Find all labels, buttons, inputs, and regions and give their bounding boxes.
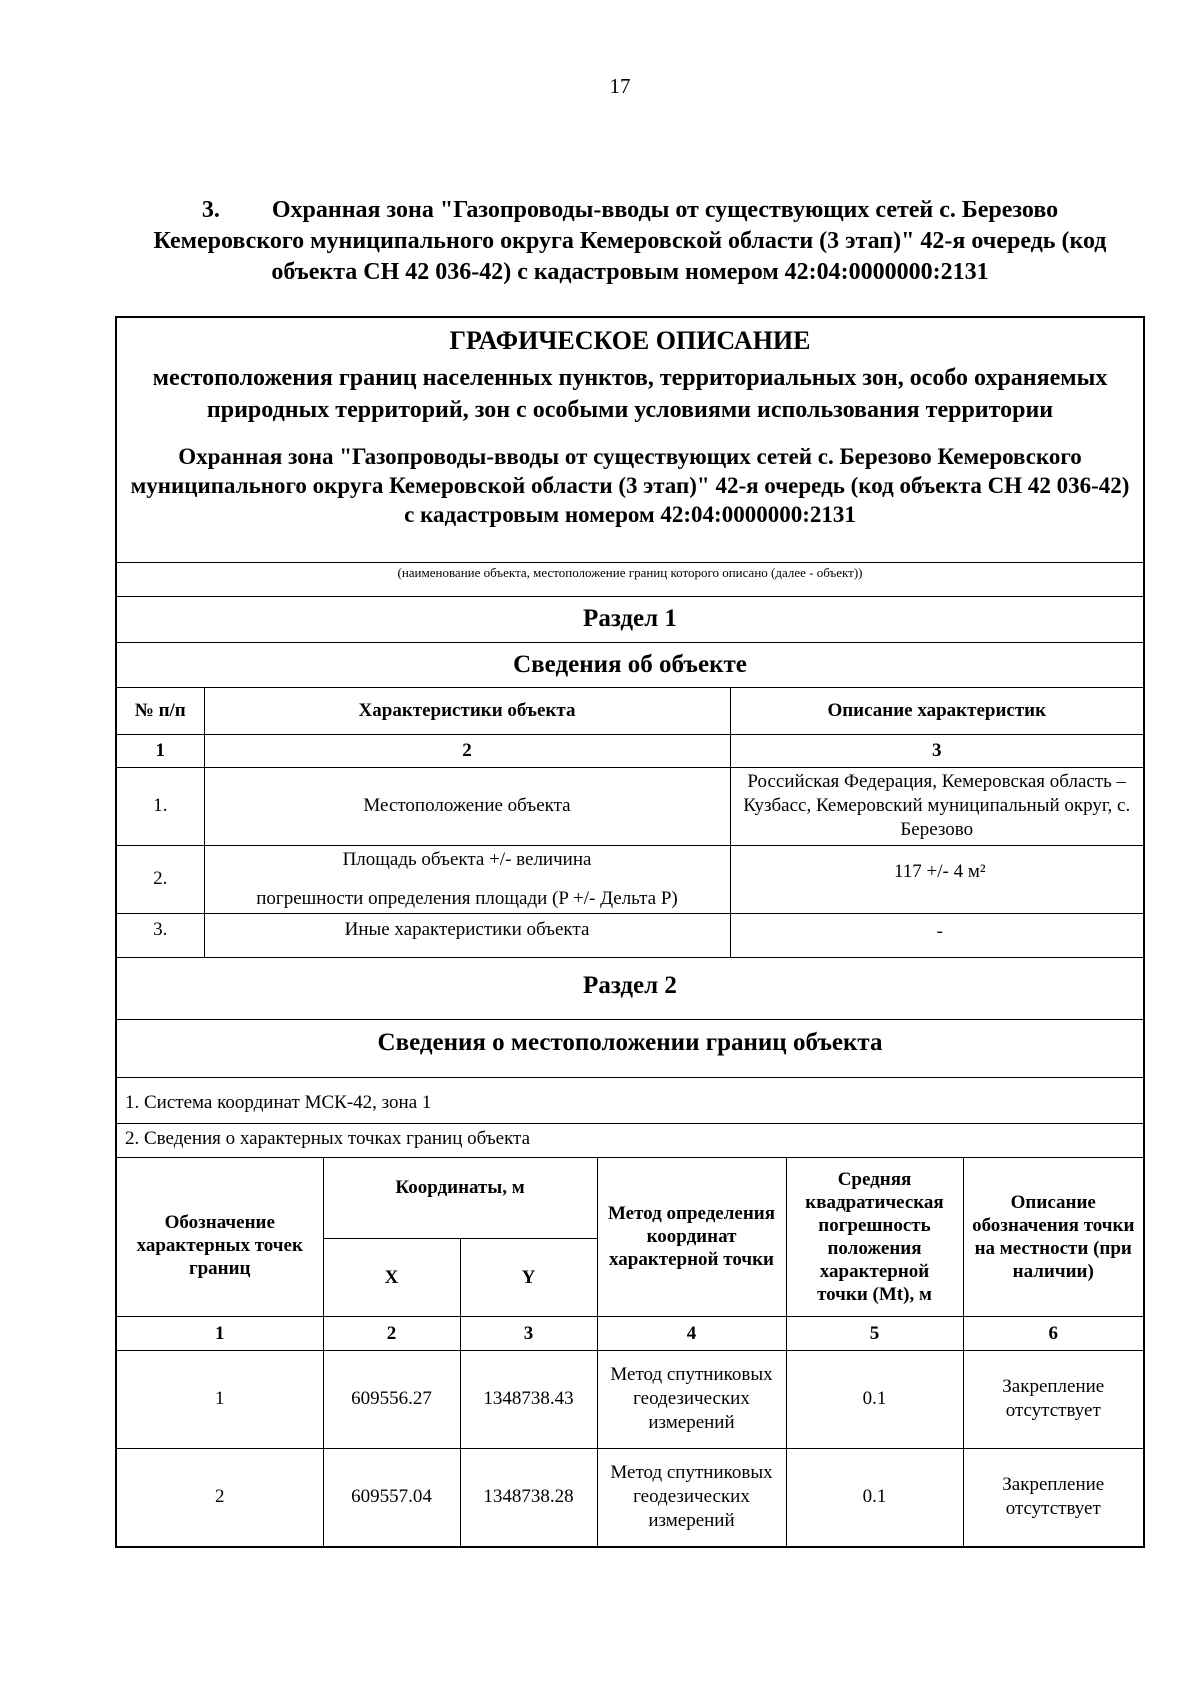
row-characteristic: [204, 845, 730, 913]
form-title-block: [117, 318, 1143, 563]
col-number: 4: [597, 1316, 786, 1350]
document-heading: [130, 195, 1130, 288]
row-description: Российская Федерация, Кемеровская область – Кузбасс, Кемеровский муниципальный округ, с. Березово: [730, 767, 1143, 845]
col-number: 3: [460, 1316, 597, 1350]
point-y: 1348738.28: [460, 1448, 597, 1546]
table-row: [117, 1448, 1143, 1546]
section1-title: Сведения об объекте: [117, 643, 1143, 688]
col-number: 5: [786, 1316, 963, 1350]
header-x: X: [323, 1238, 460, 1316]
header-description: Описание характеристик: [730, 688, 1143, 734]
point-mt: 0.1: [786, 1448, 963, 1546]
row-characteristic: Местоположение объекта: [204, 767, 730, 845]
form-title: ГРАФИЧЕСКОЕ ОПИСАНИЕ: [449, 326, 811, 355]
row-description: -: [730, 913, 1143, 957]
col-number: 1: [117, 734, 204, 767]
heading-number: 3.: [201, 197, 220, 223]
form-subtitle: местоположения границ населенных пунктов, территориальных зон, особо охраняемых природных территорий, зон с особыми условиями использования территории: [152, 365, 1108, 423]
row-num: 3.: [117, 913, 204, 957]
heading-text: Охранная зона "Газопроводы-вводы от существующих сетей с. Березово Кемеровского муниципального округа Кемеровской области (3 этап)" 42-я очередь (код объекта СН 42 036-42) с кадастровым номером 42:04:0000000:2131: [153, 197, 1107, 285]
table-row: [117, 845, 1143, 913]
point-y: 1348738.43: [460, 1350, 597, 1448]
header-y: Y: [460, 1238, 597, 1316]
row-characteristic: Иные характеристики объекта: [204, 913, 730, 957]
point-method: Метод спутниковых геодезических измерений: [597, 1350, 786, 1448]
object-name-caption: (наименование объекта, местоположение границ которого описано (далее - объект)): [117, 563, 1143, 597]
header-point-description: Описание обозначения точки на местности (при наличии): [963, 1158, 1143, 1316]
section1-table-wrap: [117, 688, 1143, 958]
header-num: № п/п: [117, 688, 204, 734]
table-row: [117, 1350, 1143, 1448]
section2-table-wrap: [117, 1158, 1143, 1546]
header-characteristics: Характеристики объекта: [204, 688, 730, 734]
header-coordinates: Координаты, м: [323, 1158, 597, 1238]
column-number-row: [117, 1316, 1143, 1350]
header-error: Средняя квадратическая погрешность положения характерной точки (Mt), м: [786, 1158, 963, 1316]
coordinate-system: 1. Система координат МСК-42, зона 1: [117, 1078, 1143, 1124]
point-description: Закрепление отсутствует: [963, 1448, 1143, 1546]
point-id: 2: [117, 1448, 323, 1546]
table-header-row: [117, 688, 1143, 734]
point-x: 609556.27: [323, 1350, 460, 1448]
page-number: 17: [609, 74, 631, 98]
row-description: 117 +/- 4 м²: [730, 845, 1143, 913]
row-characteristic-line2: погрешности определения площади (P +/- Дельта P): [256, 887, 678, 909]
header-point-designation: Обозначение характерных точек границ: [117, 1158, 323, 1316]
point-x: 609557.04: [323, 1448, 460, 1546]
table-row: [117, 767, 1143, 845]
section1-label: Раздел 1: [117, 597, 1143, 643]
col-number: 2: [204, 734, 730, 767]
col-number: 2: [323, 1316, 460, 1350]
column-number-row: [117, 734, 1143, 767]
table-row: [117, 913, 1143, 957]
section2-label: Раздел 2: [117, 958, 1143, 1020]
row-characteristic-line1: Площадь объекта +/- величина: [342, 848, 592, 870]
point-mt: 0.1: [786, 1350, 963, 1448]
row-num: 2.: [117, 845, 204, 913]
point-id: 1: [117, 1350, 323, 1448]
header-method: Метод определения координат характерной точки: [597, 1158, 786, 1316]
point-description: Закрепление отсутствует: [963, 1350, 1143, 1448]
boundary-points-table: [117, 1158, 1143, 1546]
section2-title: Сведения о местоположении границ объекта: [117, 1020, 1143, 1078]
table-header-row: [117, 1158, 1143, 1238]
object-name: Охранная зона "Газопроводы-вводы от существующих сетей с. Березово Кемеровского муниципального округа Кемеровской области (3 этап)" 42-я очередь (код объекта СН 42 036-42) с кадастровым номером 42:04:0000000:2131: [130, 444, 1130, 527]
col-number: 1: [117, 1316, 323, 1350]
graphic-description-form: [115, 316, 1145, 1548]
col-number: 3: [730, 734, 1143, 767]
points-caption: 2. Сведения о характерных точках границ объекта: [117, 1124, 1143, 1158]
object-info-table: [117, 688, 1143, 957]
row-num: 1.: [117, 767, 204, 845]
point-method: Метод спутниковых геодезических измерений: [597, 1448, 786, 1546]
col-number: 6: [963, 1316, 1143, 1350]
